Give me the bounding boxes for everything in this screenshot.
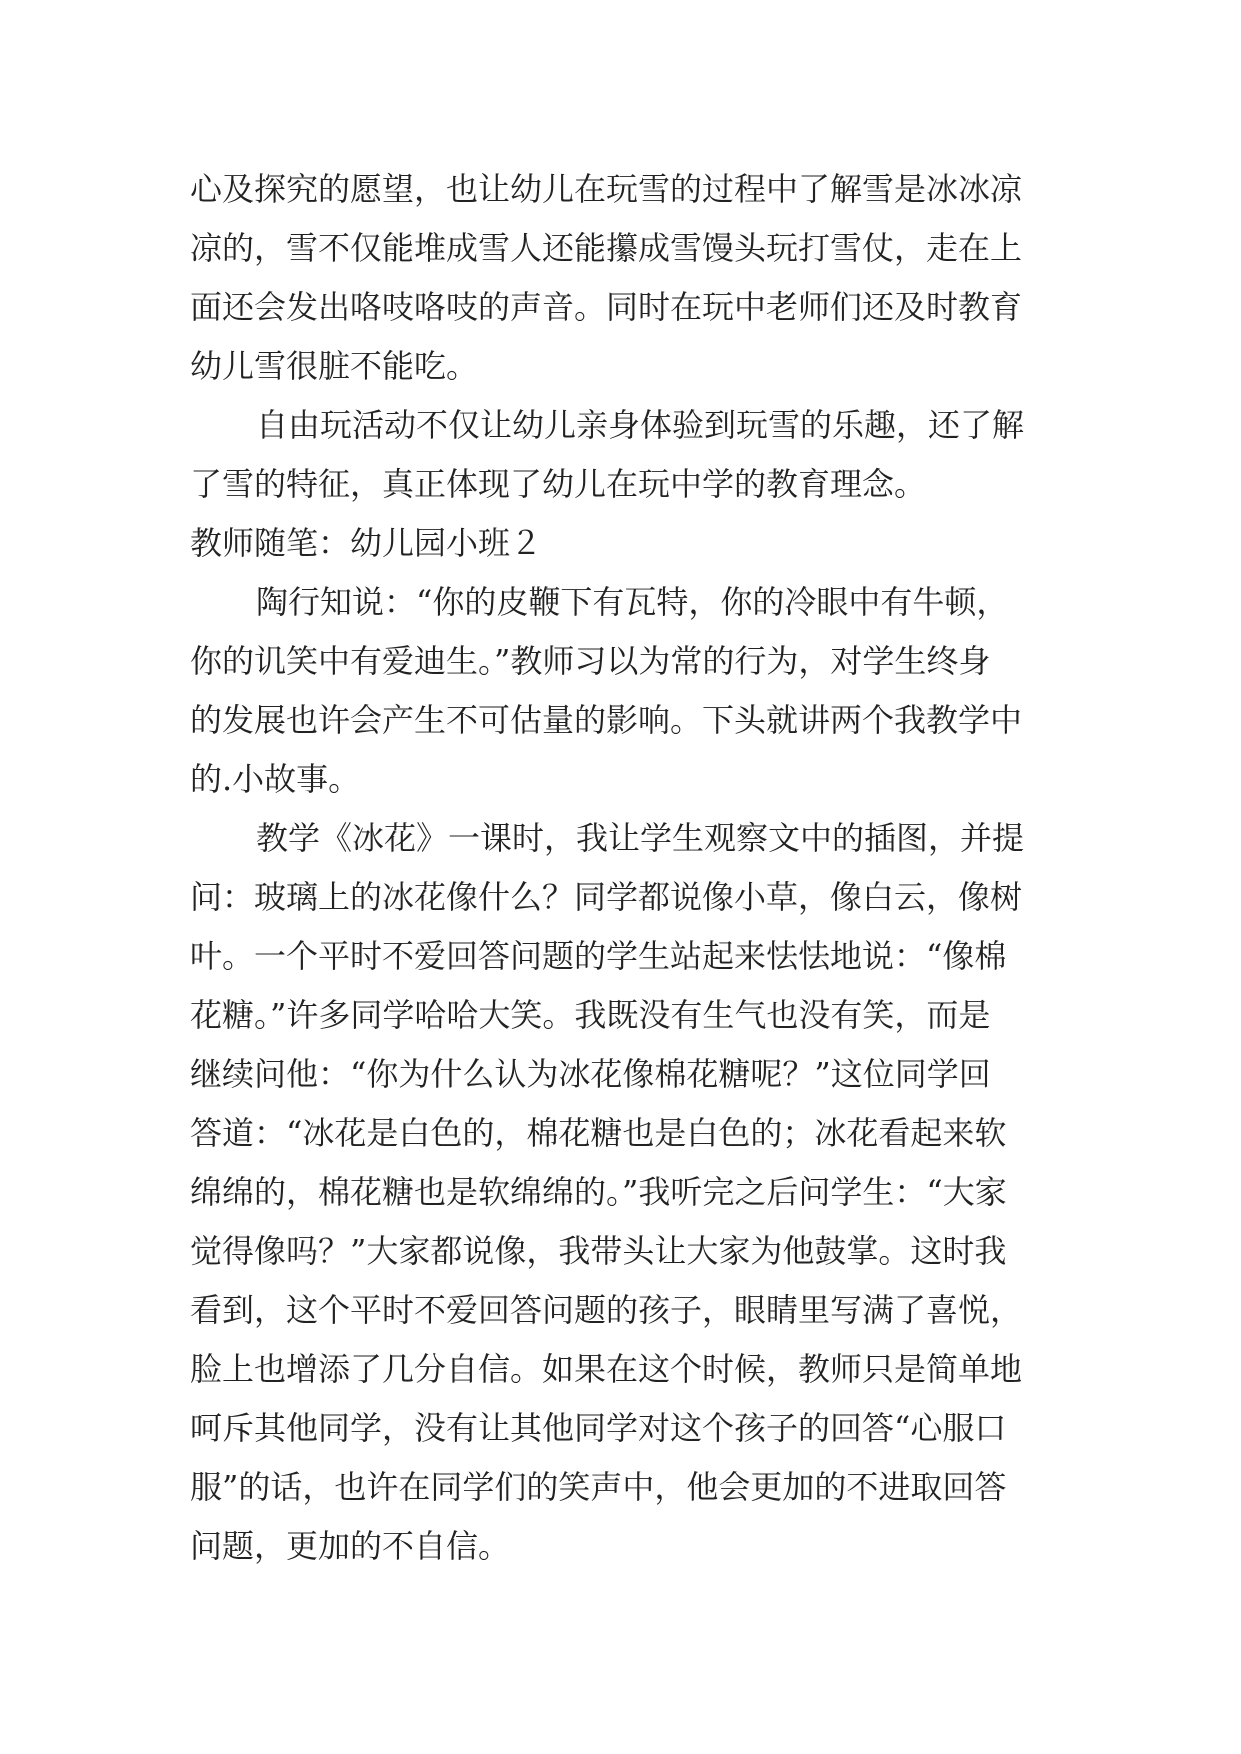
text-line: 教学《冰花》一课时，我让学生观察文中的插图，并提 [256, 819, 1025, 857]
paragraph-free-play [190, 396, 1050, 514]
text-line: 陶行知说：“你的皮鞭下有瓦特，你的冷眼中有牛顿， [256, 583, 1009, 621]
document-body [190, 160, 1050, 1576]
text-line: 了雪的特征，真正体现了幼儿在玩中学的教育理念。 [190, 465, 927, 503]
text-line: 幼儿雪很脏不能吃。 [190, 347, 479, 385]
section-heading: 教师随笔：幼儿园小班２ [190, 524, 543, 562]
text-line: 自由玩活动不仅让幼儿亲身体验到玩雪的乐趣，还了解 [256, 406, 1025, 444]
paragraph-tao-xingzhi-quote [190, 573, 1050, 809]
text-line: 面还会发出咯吱咯吱的声音。同时在玩中老师们还及时教育 [190, 288, 1023, 326]
text-line: 叶。一个平时不爱回答问题的学生站起来怯怯地说：“像棉 [190, 937, 1007, 975]
text-line: 的发展也许会产生不可估量的影响。下头就讲两个我教学中 [190, 701, 1023, 739]
text-line: 心及探究的愿望，也让幼儿在玩雪的过程中了解雪是冰冰凉 [190, 170, 1023, 208]
text-line: 你的讥笑中有爱迪生。”教师习以为常的行为，对学生终身 [190, 642, 991, 680]
text-line: 问：玻璃上的冰花像什么？同学都说像小草，像白云，像树 [190, 878, 1023, 916]
text-line: 服”的话，也许在同学们的笑声中，他会更加的不进取回答 [190, 1468, 1007, 1506]
text-line: 继续问他：“你为什么认为冰花像棉花糖呢？”这位同学回 [190, 1055, 991, 1093]
text-line: 脸上也增添了几分自信。如果在这个时候，教师只是简单地 [190, 1350, 1023, 1388]
text-line: 问题，更加的不自信。 [190, 1527, 511, 1565]
paragraph-ice-flower-lesson [190, 809, 1050, 1576]
text-line: 呵斥其他同学，没有让其他同学对这个孩子的回答“心服口 [190, 1409, 1007, 1447]
text-line: 看到，这个平时不爱回答问题的孩子，眼睛里写满了喜悦， [190, 1291, 1023, 1329]
text-line: 绵绵的，棉花糖也是软绵绵的。”我听完之后问学生：“大家 [190, 1173, 1007, 1211]
text-line: 觉得像吗？”大家都说像，我带头让大家为他鼓掌。这时我 [190, 1232, 1007, 1270]
text-line: 花糖。”许多同学哈哈大笑。我既没有生气也没有笑，而是 [190, 996, 991, 1034]
text-line: 答道：“冰花是白色的，棉花糖也是白色的；冰花看起来软 [190, 1114, 1007, 1152]
text-line: 凉的，雪不仅能堆成雪人还能攥成雪馒头玩打雪仗，走在上 [190, 229, 1023, 267]
text-line: 的.小故事。 [190, 760, 361, 798]
paragraph-snow-play-continued [190, 160, 1050, 396]
